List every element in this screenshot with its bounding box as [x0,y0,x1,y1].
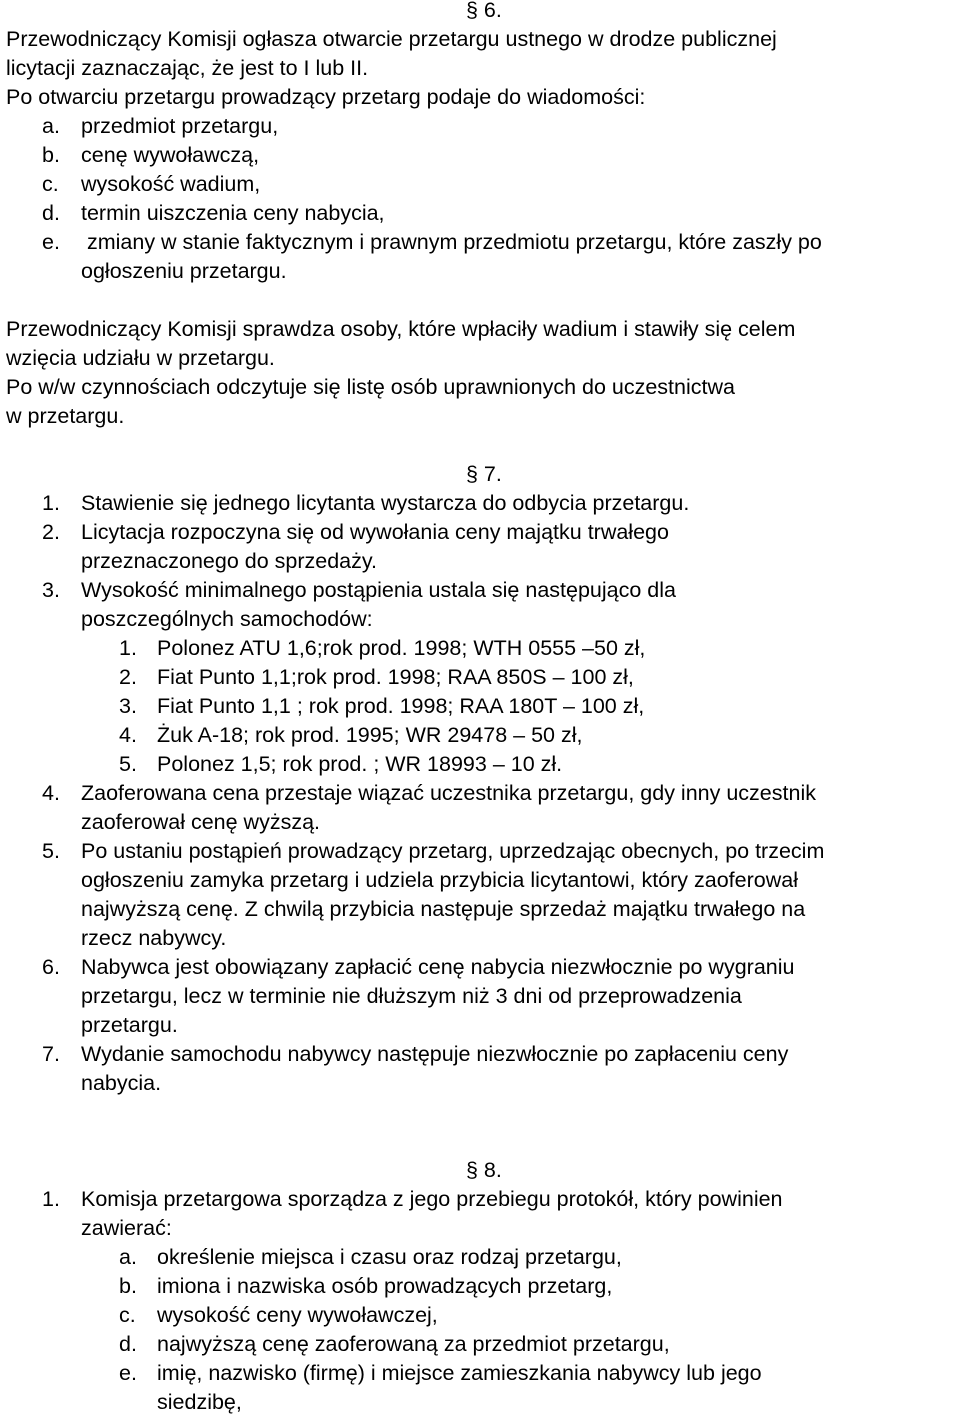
list-marker: e. [119,1361,137,1385]
section-6-intro-line-3: Po otwarciu przetargu prowadzący przetarg podaje do wiadomości: [6,85,646,109]
section-6-list-line-1: Po w/w czynnościach odczytuje się listę osób uprawnionych do uczestnictwa [6,375,735,399]
section-7-heading: § 7. [466,462,502,486]
car-marker: 4. [119,723,137,747]
list-marker: c. [42,172,59,196]
point-line: najwyższą cenę. Z chwilą przybicia następuje sprzedaż majątku trwałego na [81,897,806,921]
section-6-intro-line-1: Przewodniczący Komisji ogłasza otwarcie przetargu ustnego w drodze publicznej [6,27,777,51]
point-line: Wydanie samochodu nabywcy następuje niezwłocznie po zapłaceniu ceny [81,1042,789,1066]
point-marker: 1. [42,491,60,515]
point-line: Nabywca jest obowiązany zapłacić cenę nabycia niezwłocznie po wygraniu [81,955,795,979]
list-item-line: wysokość ceny wywoławczej, [157,1303,438,1327]
list-marker: e. [42,230,60,254]
list-item [6,228,956,286]
point-line: nabycia. [81,1071,162,1095]
list-marker: b. [42,143,60,167]
list-marker: c. [119,1303,136,1327]
list-item [6,170,956,199]
list-item [6,1330,956,1359]
list-item-line: siedzibę, [157,1390,242,1414]
numbered-point [6,489,956,518]
car-list-item [6,663,956,692]
section-6-intro-line-2: licytacji zaznaczając, że jest to I lub II. [6,56,369,80]
list-item-text: termin uiszczenia ceny nabycia, [81,201,385,225]
point-marker: 5. [42,839,60,863]
list-item [6,1359,956,1417]
car-list-item [6,721,956,750]
list-item-line: imię, nazwisko (firmę) i miejsce zamieszkania nabywcy lub jego [157,1361,762,1385]
car-list-item [6,750,956,779]
list-item [6,1272,956,1301]
point-line: ogłoszeniu zamyka przetarg i udziela przybicia licytantowi, który zaoferował [81,868,798,892]
list-marker: a. [119,1245,137,1269]
point-line: rzecz nabywcy. [81,926,227,950]
point-line: Stawienie się jednego licytanta wystarcza do odbycia przetargu. [81,491,690,515]
car-marker: 2. [119,665,137,689]
point-line: Po ustaniu postąpień prowadzący przetarg, uprzedzając obecnych, po trzecim [81,839,825,863]
car-list-item [6,634,956,663]
point-line: przeznaczonego do sprzedaży. [81,549,378,573]
point-marker: 3. [42,578,60,602]
car-text: Polonez ATU 1,6;rok prod. 1998; WTH 0555 –50 zł, [157,636,646,660]
numbered-point [6,1185,956,1243]
list-item [6,199,956,228]
numbered-point [6,779,956,837]
car-marker: 5. [119,752,137,776]
car-text: Polonez 1,5; rok prod. ; WR 18993 – 10 zł. [157,752,563,776]
list-marker: a. [42,114,60,138]
numbered-point [6,953,956,1040]
point-line: zaoferował cenę wyższą. [81,810,320,834]
point-line: przetargu, lecz w terminie nie dłuższym niż 3 dni od przeprowadzenia [81,984,742,1008]
point-line: zawierać: [81,1216,172,1240]
point-marker: 7. [42,1042,60,1066]
section-6-heading: § 6. [466,0,502,22]
document-page [6,0,956,1417]
list-item [6,141,956,170]
point-marker: 4. [42,781,60,805]
car-text: Żuk A-18; rok prod. 1995; WR 29478 – 50 zł, [157,723,583,747]
section-8-heading: § 8. [466,1158,502,1182]
list-marker: d. [42,201,60,225]
list-marker: b. [119,1274,137,1298]
point-marker: 6. [42,955,60,979]
section-6-check-line-1: Przewodniczący Komisji sprawdza osoby, które wpłaciły wadium i stawiły się celem [6,317,796,341]
numbered-point [6,576,956,634]
section-6-list-line-2: w przetargu. [6,404,125,428]
list-item [6,1243,956,1272]
numbered-point [6,1040,956,1098]
numbered-point [6,837,956,953]
section-6-check-line-2: wzięcia udziału w przetargu. [6,346,275,370]
list-item-text: przedmiot przetargu, [81,114,279,138]
list-item-line: imiona i nazwiska osób prowadzących przetarg, [157,1274,613,1298]
list-item [6,112,956,141]
list-item-line: zmiany w stanie faktycznym i prawnym przedmiotu przetargu, które zaszły po [81,230,822,254]
list-item [6,1301,956,1330]
numbered-point [6,518,956,576]
car-marker: 1. [119,636,137,660]
list-item-line: określenie miejsca i czasu oraz rodzaj przetargu, [157,1245,622,1269]
point-line: Komisja przetargowa sporządza z jego przebiegu protokół, który powinien [81,1187,783,1211]
point-line: Licytacja rozpoczyna się od wywołania ceny majątku trwałego [81,520,669,544]
point-line: przetargu. [81,1013,178,1037]
car-list-item [6,692,956,721]
point-line: Zaoferowana cena przestaje wiązać uczestnika przetargu, gdy inny uczestnik [81,781,816,805]
list-item-line: ogłoszeniu przetargu. [81,259,287,283]
point-marker: 1. [42,1187,60,1211]
list-item-text: wysokość wadium, [81,172,261,196]
point-marker: 2. [42,520,60,544]
car-text: Fiat Punto 1,1;rok prod. 1998; RAA 850S – 100 zł, [157,665,634,689]
point-line: Wysokość minimalnego postąpienia ustala się następująco dla [81,578,676,602]
car-text: Fiat Punto 1,1 ; rok prod. 1998; RAA 180T – 100 zł, [157,694,645,718]
list-marker: d. [119,1332,137,1356]
list-item-text: cenę wywoławczą, [81,143,260,167]
point-line: poszczególnych samochodów: [81,607,373,631]
list-item-line: najwyższą cenę zaoferowaną za przedmiot przetargu, [157,1332,670,1356]
car-marker: 3. [119,694,137,718]
